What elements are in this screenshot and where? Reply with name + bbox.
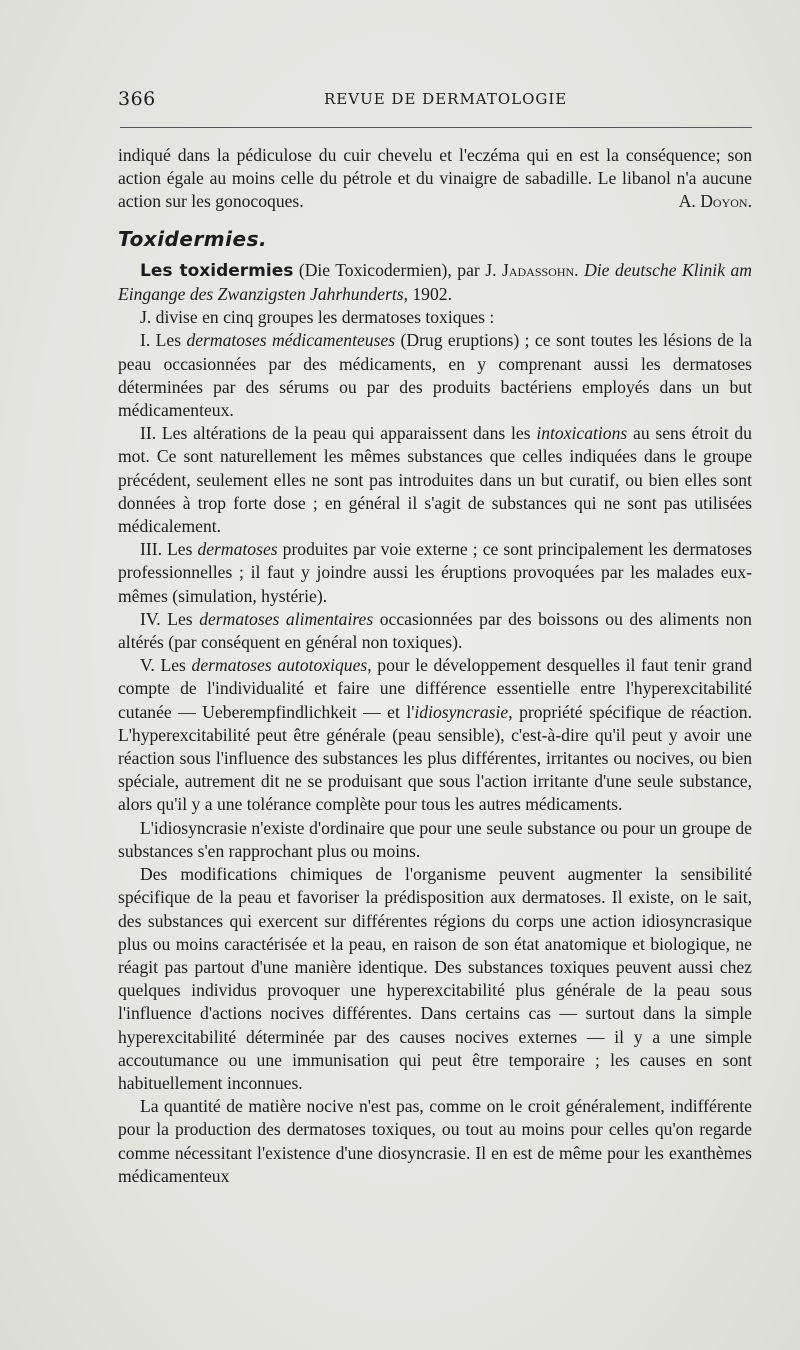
article-ref-b: . bbox=[574, 259, 585, 280]
article-ref-c: , 1902. bbox=[403, 284, 452, 305]
p2-a: I. Les bbox=[140, 330, 187, 351]
p6-b: dermatoses autotoxiques bbox=[191, 655, 368, 676]
article-source: Die deutsche Klinik am Eingange des Zwanzigsten Jahrhunderts bbox=[118, 259, 752, 305]
signature: A. Doyon. bbox=[678, 191, 752, 212]
p6-a: V. Les bbox=[140, 655, 192, 676]
paragraph-3 bbox=[118, 422, 752, 538]
p6-c: , pour le développement desquelles il faut tenir grand compte de l'individualité et faire une différence essentielle entre l'hyperexcitabilité cutanée — Ueberempfindlichkeit — et l' bbox=[118, 655, 752, 722]
p6-d: idiosyncrasie bbox=[414, 701, 509, 722]
article-title: Les toxidermies bbox=[140, 260, 294, 281]
p5-b: dermatoses alimentaires bbox=[199, 608, 374, 629]
p6-e: , propriété spécifique de réaction. L'hyperexcitabilité peut être générale (peau sensible), c'est-à-dire qu'il peut y avoir une réaction sous l'influence des substances les plus différentes, irritantes ou nocives, ou bien spéciale, autrement dit ne se produisant que sous l'action irritante d'une seule substance, alors qu'il y a une tolérance complète pour tous les autres médicaments. bbox=[118, 701, 752, 815]
p4-a: III. Les bbox=[140, 539, 198, 560]
p3-a: II. Les altérations de la peau qui apparaissent dans les bbox=[140, 423, 537, 444]
p2-b: dermatoses médicamenteuses bbox=[186, 330, 396, 351]
paragraph-2 bbox=[118, 329, 752, 422]
article-author: Jadassohn bbox=[501, 259, 575, 280]
paragraph-6 bbox=[118, 654, 752, 816]
paragraph-7: L'idiosyncrasie n'existe d'ordinaire que pour une seule substance ou pour un groupe de substances s'en rapprochant plus ou moins. bbox=[118, 817, 752, 861]
header-rule bbox=[120, 127, 752, 128]
p4-c: produites par voie externe ; ce sont principalement les dermatoses professionnelles ; il faut y joindre aussi les éruptions provoquées par les malades eux-mêmes (simulation, hystérie). bbox=[118, 539, 752, 606]
intro-text: indiqué dans la pédiculose du cuir chevelu et l'eczéma qui en est la conséquence; son action égale au moins celle du pétrole et du vinaigre de sabadille. Le libanol n'a aucune action sur les gonocoques. bbox=[118, 145, 752, 212]
page-header bbox=[118, 88, 752, 114]
paragraph-5 bbox=[118, 608, 752, 654]
p3-c: au sens étroit du mot. Ce sont naturellement les mêmes substances que celles indiquées dans le groupe précédent, seulement elles ne sont pas introduites dans un but curatif, ou bien elles sont données à trop forte dose ; en général il s'agit de substances qui ne sont pas utilisées médicalement. bbox=[118, 423, 752, 537]
paragraph-8: Des modifications chimiques de l'organisme peuvent augmenter la sensibilité spécifique de la peau et favoriser la prédisposition aux dermatoses. Il existe, on le sait, des substances qui exercent sur différentes régions du corps une action idiosyncrasique plus ou moins caractérisée et la peau, en raison de son état anatomique et biologique, ne réagit pas partout d'une manière identique. Des substances toxiques peuvent aussi chez quelques individus provoquer une hyperexcitabilité plus générale de la peau sous l'influence d'actions nocives différentes. Dans certains cas — surtout dans la simple hyperexcitabilité déterminée par des causes nocives externes — il y a une simple accoutumance ou une immunisation qui peut être temporaire ; les causes en sont habituellement inconnues. bbox=[118, 864, 752, 1093]
p5-c: occasionnées par des boissons ou des aliments non altérés (par conséquent en général non toxiques). bbox=[118, 608, 752, 653]
page-body bbox=[118, 144, 752, 1188]
paragraph-1: J. divise en cinq groupes les dermatoses toxiques : bbox=[140, 307, 495, 328]
article-reference bbox=[118, 259, 752, 306]
p2-c: (Drug eruptions) ; ce sont toutes les lésions de la peau occasionnées par des médicaments, en y comprenant aussi les dermatoses déterminées par des sérums ou par des produits bactériens employés dans un but médicamenteux. bbox=[118, 330, 752, 421]
p5-a: IV. Les bbox=[140, 608, 200, 629]
p4-b: dermatoses bbox=[197, 539, 278, 560]
running-title: REVUE DE DERMATOLOGIE bbox=[324, 90, 568, 108]
paragraph-4 bbox=[118, 538, 752, 608]
intro-paragraph bbox=[118, 144, 752, 214]
section-title: Toxidermies. bbox=[118, 226, 268, 251]
page-number: 366 bbox=[118, 88, 156, 110]
article-ref-a: (Die Toxicodermien), par J. bbox=[293, 259, 502, 280]
p3-b: intoxications bbox=[536, 423, 628, 444]
paragraph-9: La quantité de matière nocive n'est pas, comme on le croit généralement, indifférente pour la production des dermatoses toxiques, ou tout au moins pour celles qu'on regarde comme nécessitant l'existence d'une diosyncrasie. Il en est de même pour les exanthèmes médicamenteux bbox=[118, 1096, 752, 1186]
